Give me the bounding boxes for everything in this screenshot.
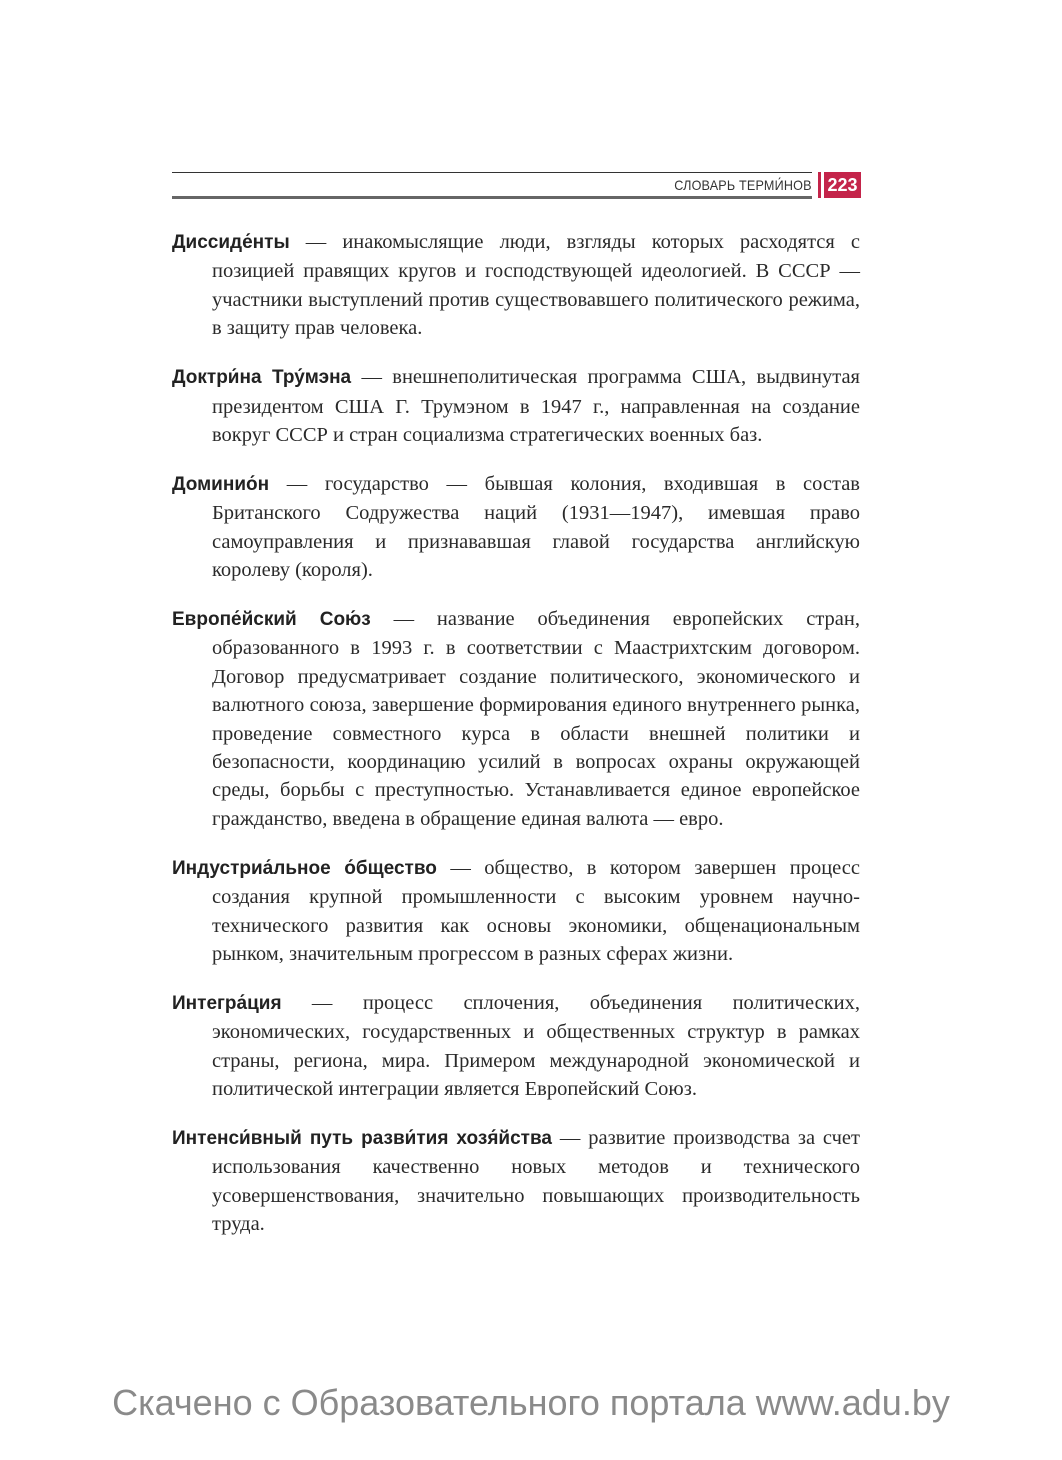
header-rule-bottom xyxy=(172,196,812,199)
entry-definition: — внешнеполитическая программа США, выдвинутая президентом США Г. Трумэном в 1947 г., направленная на создание вокруг СССР и стран социализма стратегических военных баз. xyxy=(212,366,860,446)
entry-term: Интенси́вный путь разви́тия хозя́йства xyxy=(172,1127,552,1149)
header-rule-top xyxy=(172,172,812,173)
page-number: 223 xyxy=(824,172,861,198)
page-number-accent xyxy=(818,172,821,198)
glossary-entry xyxy=(172,989,860,1104)
glossary-entry xyxy=(172,854,860,969)
entry-term: Доктри́на Тру́мэна xyxy=(172,367,352,389)
entry-definition: — общество, в котором завершен процесс создания крупной промышленности с высоким уровнем научно-технического развития как основы экономики, общенациональным рынком, значительным прогрессом в разных сферах жизни. xyxy=(212,856,860,965)
entry-definition: — процесс сплочения, объединения политических, экономических, государственных и общественных структур в рамках страны, региона, мира. Примером международной экономической и политической интеграции является Европейский Союз. xyxy=(212,991,860,1101)
glossary-entry xyxy=(172,1124,860,1239)
entry-term: Интегра́ция xyxy=(172,992,282,1014)
glossary xyxy=(172,228,860,1253)
entry-definition: — инакомыслящие люди, взгляды которых расходятся с позицией правящих кругов и господствующей идеологией. В СССР — участники выступлений против существовавшего политического режима, в защиту прав человека. xyxy=(212,231,860,340)
entry-term: Доминио́н xyxy=(172,473,270,495)
entry-term: Индустриа́льное о́бщество xyxy=(172,857,437,879)
running-header: СЛОВАРЬ ТЕРМИ́НОВ xyxy=(674,177,812,193)
glossary-entry xyxy=(172,228,860,343)
download-watermark: Скачено с Образовательного портала www.adu.by xyxy=(112,1382,950,1423)
glossary-entry xyxy=(172,470,860,585)
entry-definition: — государство — бывшая колония, входившая в состав Британского Содружества наций (1931—1947), имевшая право самоуправления и признававшая главой государства английскую королеву (короля). xyxy=(212,472,860,582)
entry-term: Европе́йский Сою́з xyxy=(172,608,371,630)
entry-term: Диссиде́нты xyxy=(172,232,290,253)
glossary-entry xyxy=(172,605,860,833)
entry-definition: — развитие производства за счет использования качественно новых методов и технического усовершенствования, значительно повышающих производительность труда. xyxy=(212,1126,860,1236)
glossary-entry xyxy=(172,363,860,449)
entry-definition: — название объединения европейских стран, образованного в 1993 г. в соответствии с Маастрихтским договором. Договор предусматривает создание политического, экономического и валютного союза, завершение формирования единого внутреннего рынка, проведение совместного курса в области внешней политики и безопасности, координацию усилий в вопросах охраны окружающей среды, борьбы с преступностью. Устанавливается единое европейское гражданство, введена в обращение единая валюта — евро. xyxy=(212,607,860,830)
